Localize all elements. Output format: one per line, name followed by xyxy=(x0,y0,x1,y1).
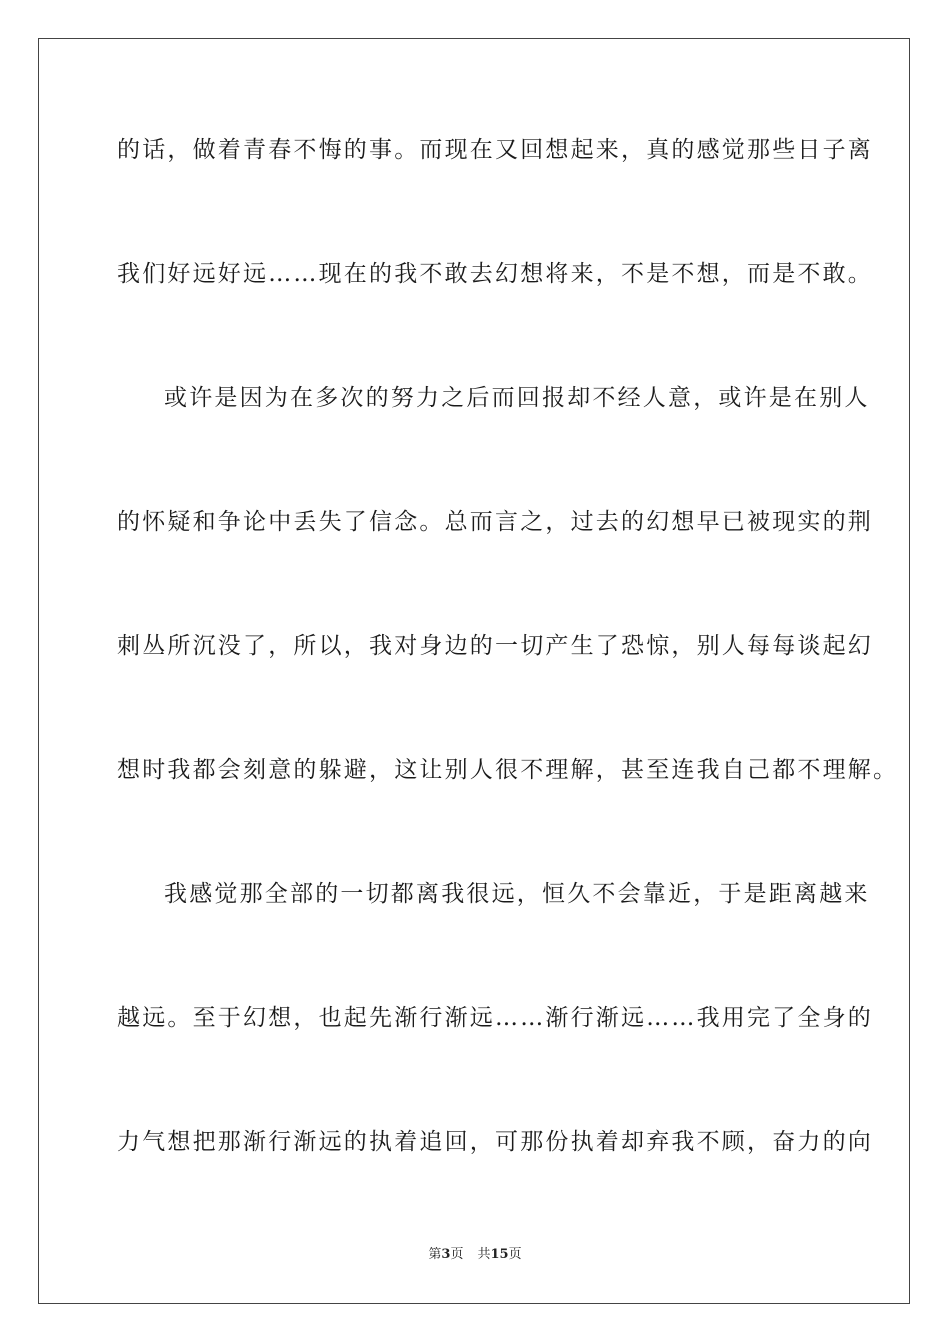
body-text-line: 我们好远好远……现在的我不敢去幻想将来，不是不想，而是不敢。 xyxy=(117,261,873,287)
page-prefix: 第 xyxy=(428,1247,442,1262)
page-footer xyxy=(0,1246,950,1264)
total-suffix: 页 xyxy=(508,1247,522,1262)
total-pages: 15 xyxy=(490,1247,509,1262)
body-text-line: 想时我都会刻意的躲避，这让别人很不理解，甚至连我自己都不理解。 xyxy=(117,757,899,783)
paragraph-first-line: 我感觉那全部的一切都离我很远，恒久不会靠近，于是距离越来 xyxy=(164,881,870,907)
page-border xyxy=(38,38,910,1304)
body-text-line: 的话，做着青春不悔的事。而现在又回想起来，真的感觉那些日子离 xyxy=(117,137,873,163)
total-prefix: 共 xyxy=(477,1247,491,1262)
page-number: 3 xyxy=(441,1247,451,1262)
page-suffix: 页 xyxy=(450,1247,464,1262)
body-text-line: 力气想把那渐行渐远的执着追回，可那份执着却弃我不顾，奋力的向 xyxy=(117,1129,873,1155)
body-text-line: 刺丛所沉没了，所以，我对身边的一切产生了恐惊，别人每每谈起幻 xyxy=(117,633,873,659)
body-text-line: 越远。至于幻想，也起先渐行渐远……渐行渐远……我用完了全身的 xyxy=(117,1005,873,1031)
paragraph-first-line: 或许是因为在多次的努力之后而回报却不经人意，或许是在别人 xyxy=(164,385,870,411)
body-text-line: 的怀疑和争论中丢失了信念。总而言之，过去的幻想早已被现实的荆 xyxy=(117,509,873,535)
